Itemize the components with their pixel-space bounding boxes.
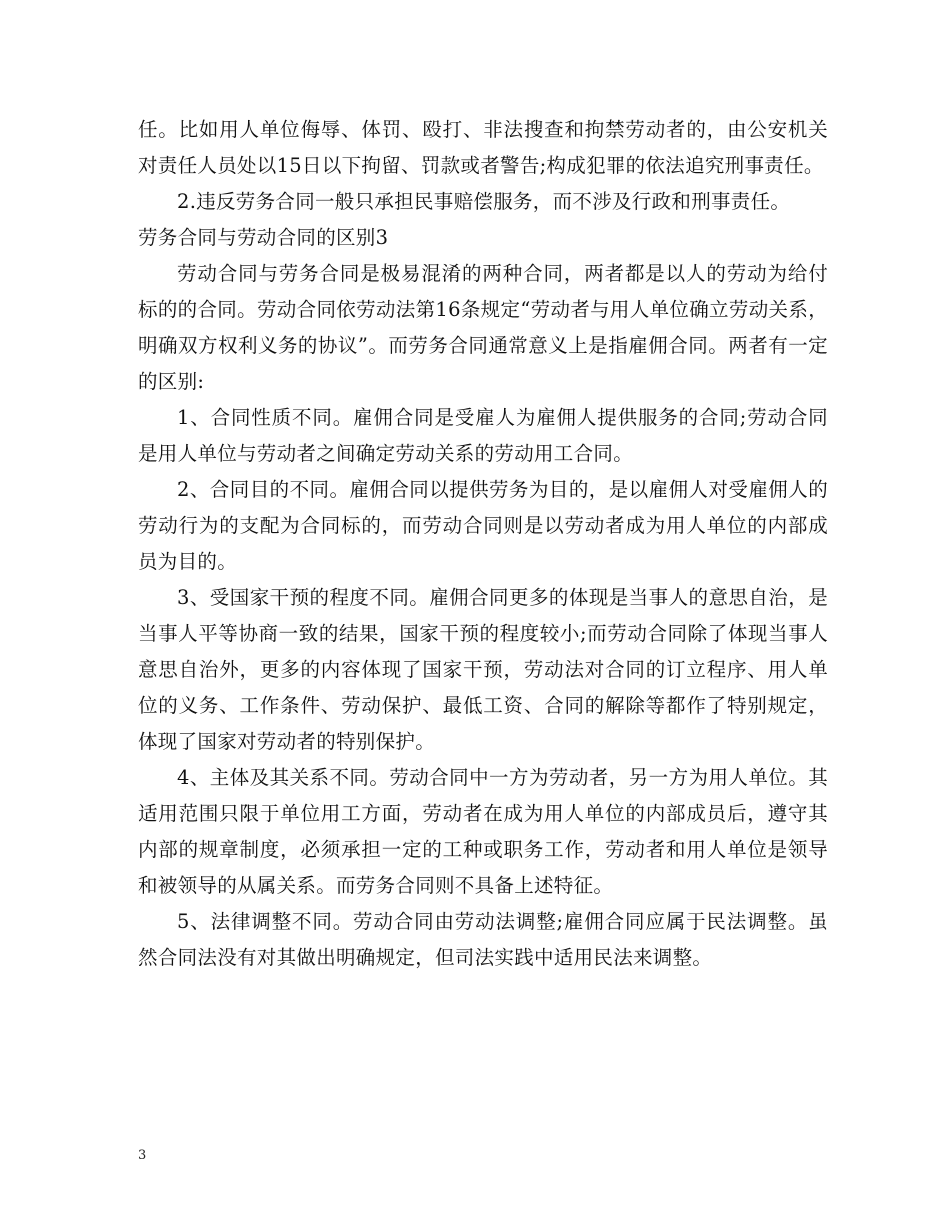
document-body [138,112,828,976]
paragraph-continuation: 任。比如用人单位侮辱、体罚、殴打、非法搜查和拘禁劳动者的，由公安机关对责任人员处以15日以下拘留、罚款或者警告;构成犯罪的依法追究刑事责任。 [138,118,828,177]
paragraph-intro: 劳动合同与劳务合同是极易混淆的两种合同，两者都是以人的劳动为给付标的的合同。劳动合同依劳动法第16条规定“劳动者与用人单位确立劳动关系，明确双方权利义务的协议”。而劳务合同通常意义上是指雇佣合同。两者有一定的区别: [138,262,828,393]
section-heading: 劳务合同与劳动合同的区别3 [138,226,389,249]
paragraph-item-1: 1、合同性质不同。雇佣合同是受雇人为雇佣人提供服务的合同;劳动合同是用人单位与劳动者之间确定劳动关系的劳动用工合同。 [138,406,828,465]
page-number: 3 [138,1148,147,1163]
paragraph-item-5: 5、法律调整不同。劳动合同由劳动法调整;雇佣合同应属于民法调整。虽然合同法没有对其做出明确规定，但司法实践中适用民法来调整。 [138,910,828,969]
paragraph-item-4: 4、主体及其关系不同。劳动合同中一方为劳动者，另一方为用人单位。其适用范围只限于单位用工方面，劳动者在成为用人单位的内部成员后，遵守其内部的规章制度，必须承担一定的工种或职务工作，劳动者和用人单位是领导和被领导的从属关系。而劳务合同则不具备上述特征。 [138,766,828,897]
paragraph-item-2: 2、合同目的不同。雇佣合同以提供劳务为目的，是以雇佣人对受雇佣人的劳动行为的支配为合同标的，而劳动合同则是以劳动者成为用人单位的内部成员为目的。 [138,478,828,573]
paragraph-civil-liability: 2.违反劳务合同一般只承担民事赔偿服务，而不涉及行政和刑事责任。 [177,190,791,213]
paragraph-item-3: 3、受国家干预的程度不同。雇佣合同更多的体现是当事人的意思自治，是当事人平等协商一致的结果，国家干预的程度较小;而劳动合同除了体现当事人意思自治外，更多的内容体现了国家干预，劳动法对合同的订立程序、用人单位的义务、工作条件、劳动保护、最低工资、合同的解除等都作了特别规定，体现了国家对劳动者的特别保护。 [138,586,828,753]
